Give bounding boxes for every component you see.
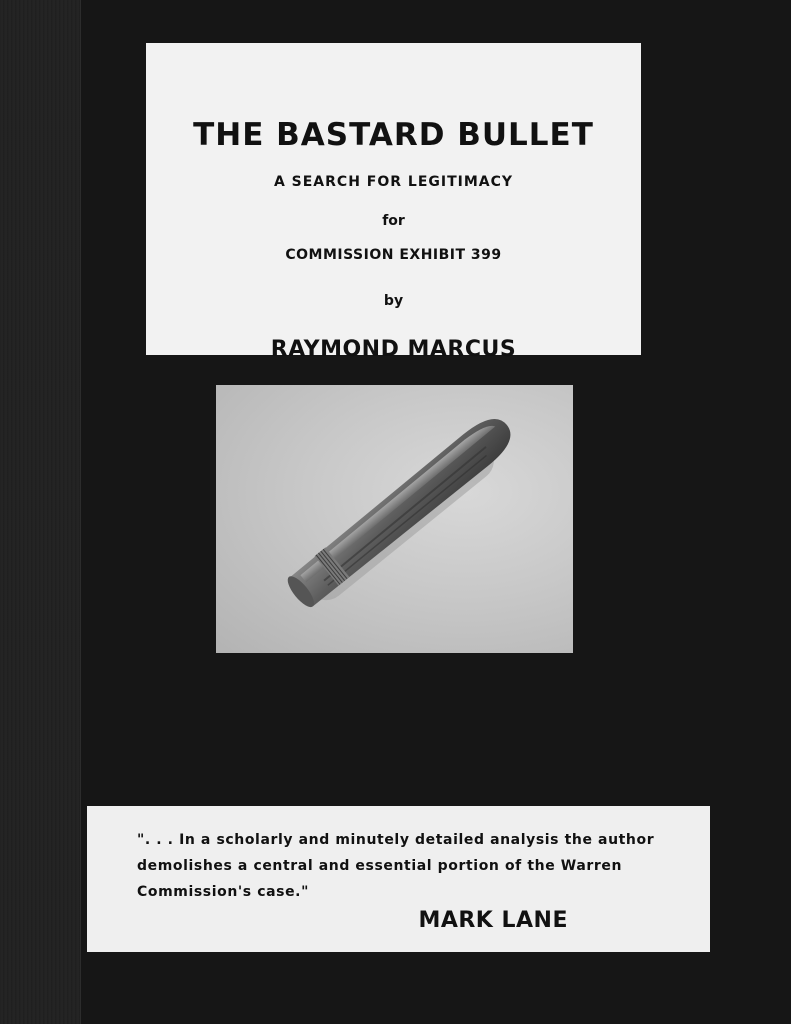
bullet-photo xyxy=(216,385,573,653)
book-spine xyxy=(0,0,81,1024)
book-subtitle: A SEARCH FOR LEGITIMACY xyxy=(273,174,514,190)
for-text: for xyxy=(382,213,405,229)
bullet-icon xyxy=(216,385,573,653)
quote-panel xyxy=(87,806,710,952)
book-title: THE BASTARD BULLET xyxy=(193,117,594,153)
blurb-quote: ". . . In a scholarly and minutely detailed analysis the author demolishes a central and essential portion of the Warren Commission's case." xyxy=(137,832,655,900)
title-panel xyxy=(146,43,641,362)
quote-attribution: MARK LANE xyxy=(418,908,568,933)
by-text: by xyxy=(383,293,404,309)
exhibit-label: COMMISSION EXHIBIT 399 xyxy=(285,247,502,263)
author-name: RAYMOND MARCUS xyxy=(270,337,517,362)
